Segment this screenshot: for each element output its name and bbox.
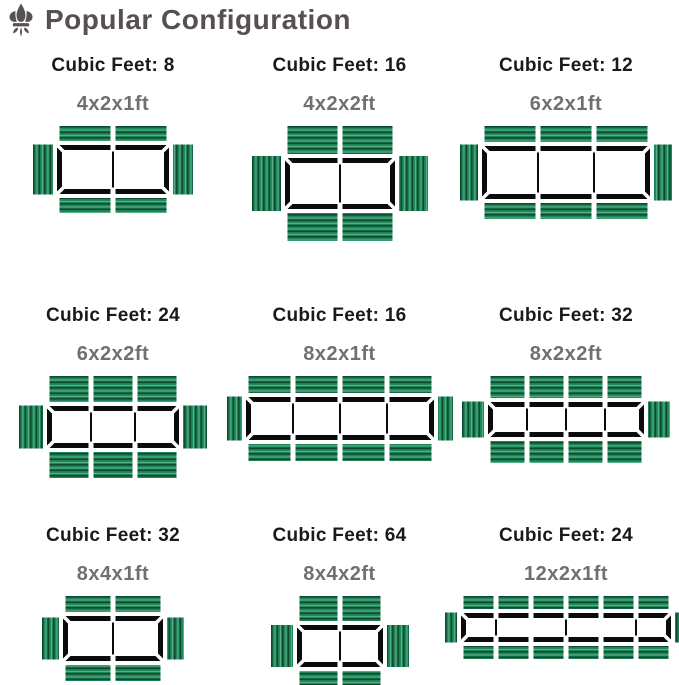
cubic-feet-label: Cubic Feet: 24	[498, 525, 634, 546]
bed-diagram-8x4x2	[271, 596, 409, 685]
fleur-de-lis-icon	[6, 3, 36, 37]
config-tile-6x2x1	[453, 42, 679, 292]
cubic-feet-label: Cubic Feet: 16	[272, 55, 407, 76]
header	[0, 0, 351, 37]
cubic-feet-label: Cubic Feet: 16	[272, 305, 407, 326]
bed-diagram-4x2x1	[33, 126, 193, 213]
configurations-grid	[0, 42, 679, 685]
page-title: Popular Configuration	[45, 4, 352, 35]
bed-diagram-12x2x1	[445, 596, 679, 659]
config-tile-12x2x1	[453, 512, 679, 685]
dimensions-label: 8x2x2ft	[529, 343, 603, 365]
bed-diagram-8x2x2	[462, 376, 670, 463]
dimensions-label: 12x2x1ft	[523, 563, 609, 585]
config-tile-8x4x2	[226, 512, 453, 685]
config-tile-6x2x2	[0, 292, 226, 512]
bed-diagram-8x2x1	[227, 376, 453, 461]
dimensions-label: 6x2x2ft	[76, 343, 150, 365]
cubic-feet-label: Cubic Feet: 12	[498, 55, 634, 76]
dimensions-label: 8x2x1ft	[303, 343, 376, 365]
config-tile-4x2x1	[0, 42, 226, 292]
cubic-feet-label: Cubic Feet: 32	[498, 305, 634, 326]
bed-diagram-6x2x2	[19, 376, 207, 478]
bed-diagram-4x2x2	[252, 126, 428, 241]
config-tile-8x2x1	[226, 292, 453, 512]
bed-diagram-6x2x1	[460, 126, 672, 219]
dimensions-label: 8x4x2ft	[303, 563, 376, 585]
cubic-feet-label: Cubic Feet: 64	[272, 525, 407, 546]
dimensions-label: 4x2x1ft	[76, 93, 150, 115]
config-tile-8x2x2	[453, 292, 679, 512]
dimensions-label: 4x2x2ft	[303, 93, 376, 115]
cubic-feet-label: Cubic Feet: 32	[45, 525, 181, 546]
cubic-feet-label: Cubic Feet: 24	[45, 305, 181, 326]
dimensions-label: 6x2x1ft	[529, 93, 603, 115]
config-tile-8x4x1	[0, 512, 226, 685]
dimensions-label: 8x4x1ft	[76, 563, 150, 585]
cubic-feet-label: Cubic Feet: 8	[51, 55, 175, 76]
config-tile-4x2x2	[226, 42, 453, 292]
bed-diagram-8x4x1	[42, 596, 184, 681]
